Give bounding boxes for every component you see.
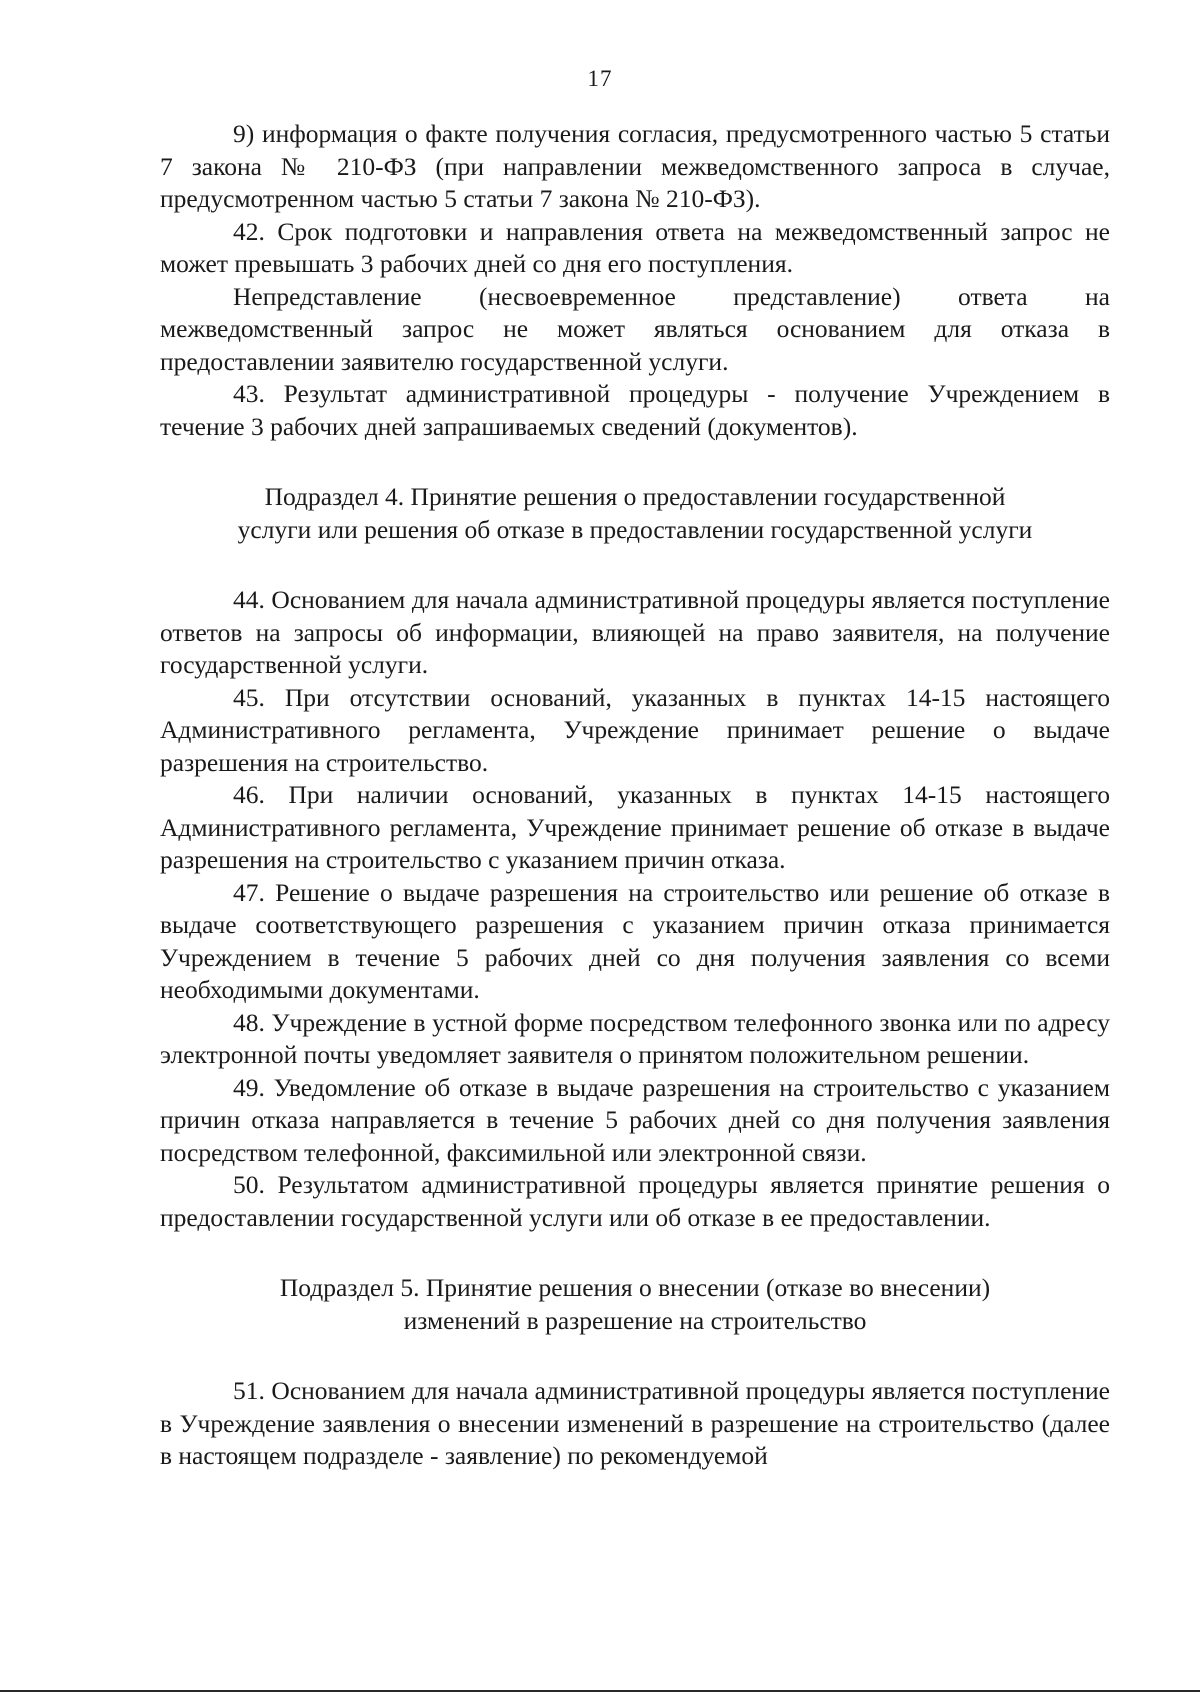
- paragraph: 47. Решение о выдаче разрешения на строительство или решение об отказе в выдаче соответствующего разрешения с указанием причин отказа принимается Учреждением в течение 5 рабочих дней со дня получения заявления со всеми необходимыми документами.: [160, 877, 1110, 1004]
- paragraph: 48. Учреждение в устной форме посредством телефонного звонка или по адресу электронной почты уведомляет заявителя о принятом положительном решении.: [160, 1007, 1110, 1069]
- paragraph: 46. При наличии оснований, указанных в пунктах 14-15 настоящего Административного регламента, Учреждение принимает решение об отказе в выдаче разрешения на строительство с указанием причин отказа.: [160, 780, 1110, 874]
- paragraph: 44. Основанием для начала административной процедуры является поступление ответов на запросы об информации, влияющей на право заявителя, на получение государственной услуги.: [160, 585, 1110, 679]
- section-heading-line: Подраздел 4. Принятие решения о предоставлении государственной: [264, 482, 1006, 511]
- paragraph: 50. Результатом административной процедуры является принятие решения о предоставлении государственной услуги или об отказе в ее предоставлении.: [160, 1170, 1110, 1232]
- bottom-rule: [0, 1690, 1200, 1692]
- paragraph: 51. Основанием для начала административной процедуры является поступление в Учреждение заявления о внесении изменений в разрешение на строительство (далее в настоящем подразделе - заявление) по рекомендуемой: [160, 1376, 1110, 1470]
- section-heading-line: Подраздел 5. Принятие решения о внесении (отказе во внесении): [279, 1273, 991, 1302]
- section-heading: [160, 1272, 1110, 1337]
- section-heading-line: услуги или решения об отказе в предоставлении государственной услуги: [237, 514, 1033, 544]
- paragraph: 49. Уведомление об отказе в выдаче разрешения на строительство с указанием причин отказа направляется в течение 5 рабочих дней со дня получения заявления посредством телефонной, факсимильной или электронной связи.: [160, 1072, 1110, 1167]
- paragraph: 43. Результат административной процедуры - получение Учреждением в течение 3 рабочих дней запрашиваемых сведений (документов).: [160, 379, 1110, 441]
- document-body: [160, 118, 1110, 1473]
- paragraph: Непредставление (несвоевременное представление) ответа на межведомственный запрос не может являться основанием для отказа в предоставлении заявителю государственной услуги.: [160, 281, 1110, 376]
- section-heading-line: изменений в разрешение на строительство: [403, 1305, 867, 1335]
- section-heading: [160, 481, 1110, 546]
- paragraph: 42. Срок подготовки и направления ответа на межведомственный запрос не может превышать 3 рабочих дней со дня его поступления.: [160, 216, 1110, 278]
- paragraph: 9) информация о факте получения согласия, предусмотренного частью 5 статьи 7 закона № 210-ФЗ (при направлении межведомственного запроса в случае, предусмотренном частью 5 статьи 7 закона № 210-ФЗ).: [160, 119, 1110, 213]
- paragraph: 45. При отсутствии оснований, указанных в пунктах 14-15 настоящего Административного регламента, Учреждение принимает решение о выдаче разрешения на строительство.: [160, 682, 1110, 777]
- page-number: 17: [587, 66, 613, 91]
